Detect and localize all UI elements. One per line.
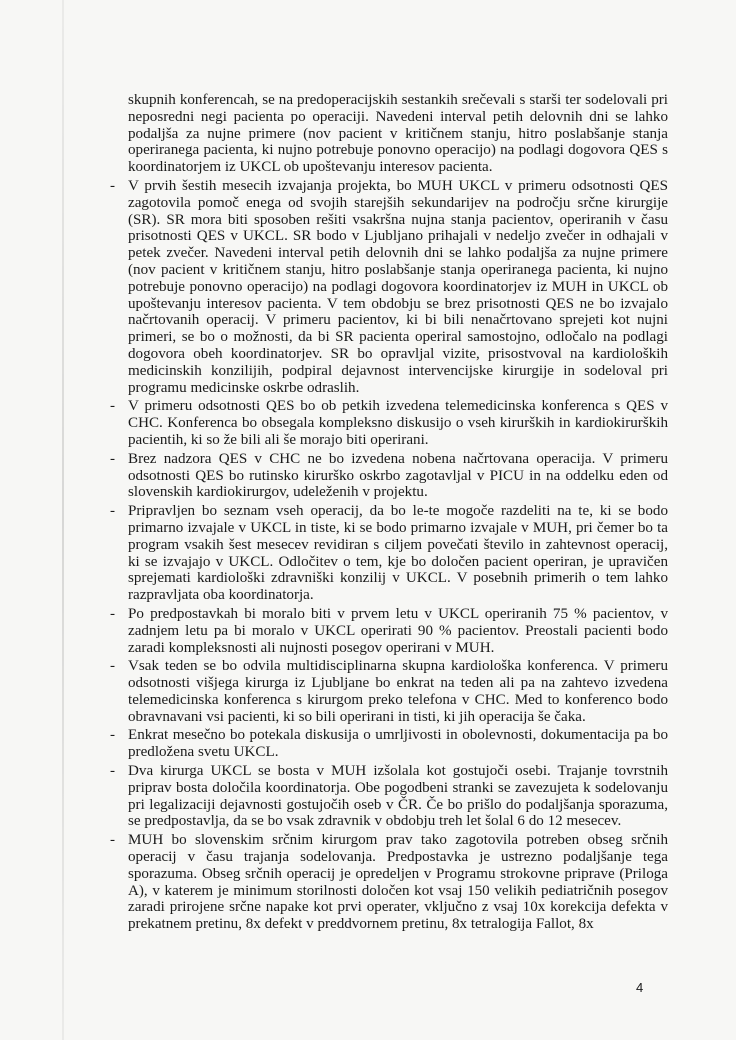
list-item: - MUH bo slovenskim srčnim kirurgom prav tako zagotovila potreben obseg srčnih operacij v času trajanja sodelovanja. Predpostavka je ustrezno podaljšanje tega sporazuma. Obseg srčnih operacij je opredeljen v Programu strokovne priprave (Priloga A), v katerem je minimum storilnosti določen kot vsaj 150 velikih pediatričnih posegov zaradi prirojene srčne napake kot prvi operater, vključno z vsaj 10x korekcija defekta v prekatnem pretinu, 8x defekt v preddvornem pretinu, 8x tetralogija Fallot, 8x bbox=[128, 832, 668, 933]
list-item: - Dva kirurga UKCL se bosta v MUH izšolala kot gostujoči osebi. Trajanje tovrstnih priprav bosta določila koordinatorja. Obe pogodbeni stranki se zavezujeta k sodelovanju pri legalizaciji dejavnosti gostujočih oseb v ČR. Če bo prišlo do podaljšanja sporazuma, se predpostavlja, da se bo vsak zdravnik v obdobju treh let šolal 6 do 12 mesecev. bbox=[128, 763, 668, 830]
page-number: 4 bbox=[636, 980, 644, 995]
list-item: - Enkrat mesečno bo potekala diskusija o umrljivosti in obolevnosti, dokumentacija pa bo predložena svetu UKCL. bbox=[128, 727, 668, 761]
list-item: - V prvih šestih mesecih izvajanja projekta, bo MUH UKCL v primeru odsotnosti QES zagotovila pomoč enega od svojih starejših sekundarijev na področju srčne kirurgije (SR). SR mora biti sposoben rešiti vsakršna nujna stanja pacientov, operiranih v času prisotnosti QES v UKCL. SR bodo v Ljubljano prihajali v nedeljo zvečer in odhajali v petek zvečer. Navedeni interval petih delovnih dni se lahko podaljša za nujne primere (nov pacient v kritičnem stanju, hitro poslabšanje stanja operiranega pacienta, ki nujno potrebuje ponovno operacijo) na podlagi dogovora koordinatorjev iz MUH in UKCL ob upoštevanju interesov pacienta. V tem obdobju se brez prisotnosti QES ne bo izvajalo načrtovanih operacij. V primeru pacientov, ki bi bili nenačrtovano sprejeti kot nujni primeri, se bo o možnosti, da bi SR pacienta operiral samostojno, odločalo na podlagi dogovora obeh koordinatorjev. SR bo opravljal vizite, prisostvoval na kardioloških medicinskih konzilijih, podpiral dejavnost intervencijske kirurgije in sodeloval pri programu medicinske oskrbe odraslih. bbox=[128, 178, 668, 396]
list-item: - Pripravljen bo seznam vseh operacij, da bo le-te mogoče razdeliti na te, ki se bodo primarno izvajale v UKCL in tiste, ki se bodo primarno izvajale v MUH, pri čemer bo ta program vsakih šest mesecev revidiran s ciljem povečati število in zahtevnost operacij, ki se izvajajo v UKCL. Odločitev o tem, kje bo določen pacient operiran, je upravičen sprejemati kardiološki zdravniški konzilij v UKCL. V posebnih primerih o tem lahko razpravljata oba koordinatorja. bbox=[128, 503, 668, 604]
list-item: - Po predpostavkah bi moralo biti v prvem letu v UKCL operiranih 75 % pacientov, v zadnjem letu pa bi moralo v UKCL operirati 90 % pacientov. Preostali pacienti bodo zaradi kompleksnosti ali nujnosti posegov operirani v MUH. bbox=[128, 606, 668, 656]
binding-shadow bbox=[62, 0, 64, 1040]
list-item: - Brez nadzora QES v CHC ne bo izvedena nobena načrtovana operacija. V primeru odsotnosti QES bo rutinsko kirurško oskrbo zagotavljal v PICU in na oddelku eden od slovenskih kardiokirurgov, udeleženih v projektu. bbox=[128, 451, 668, 501]
document-body bbox=[128, 92, 668, 935]
intro-paragraph: skupnih konferencah, se na predoperacijskih sestankih srečevali s starši ter sodelovali pri neposredni negi pacienta po operaciji. Navedeni interval petih delovnih dni se lahko podaljša za nujne primere (nov pacient v kritičnem stanju, hitro poslabšanje stanja operiranega pacienta, ki nujno potrebuje ponovno operacijo) na podlagi dogovora QES s koordinatorjem iz UKCL ob upoštevanju interesov pacienta. bbox=[128, 92, 668, 176]
list-item: - Vsak teden se bo odvila multidisciplinarna skupna kardiološka konferenca. V primeru odsotnosti višjega kirurga iz Ljubljane bo enkrat na teden ali pa na zahtevo izvedena telemedicinska konferenca s kirurgom preko telefona v CHC. Med to konferenco bodo obravnavani vsi pacienti, ki so bili operirani in tisti, ki jih operacija še čaka. bbox=[128, 658, 668, 725]
bullet-list bbox=[128, 178, 668, 933]
list-item: - V primeru odsotnosti QES bo ob petkih izvedena telemedicinska konferenca s QES v CHC. Konferenca bo obsegala kompleksno diskusijo o vseh kirurških in kardiokirurških pacientih, ki so že bili ali še morajo biti operirani. bbox=[128, 398, 668, 448]
